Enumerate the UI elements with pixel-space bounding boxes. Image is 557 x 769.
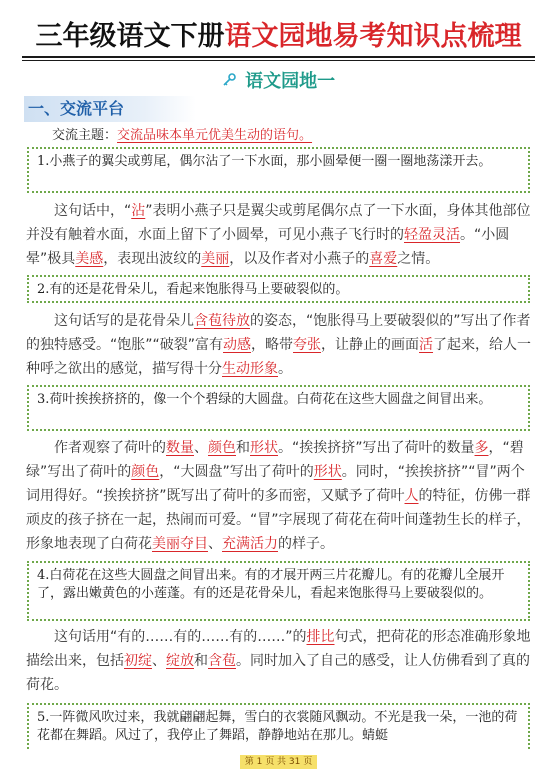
quote-box-2: 2.有的还是花骨朵儿，看起来饱胀得马上要破裂似的。 <box>27 275 530 303</box>
key-phrase: 动感 <box>223 337 252 353</box>
text-run: 和 <box>236 440 250 456</box>
quote-box-4: 4.白荷花在这些大圆盘之间冒出来。有的才展开两三片花瓣儿。有的花瓣儿全展开了，露出嫩黄色的小莲蓬。有的还是花骨朵儿，看起来饱胀得马上要破裂似的。 <box>27 561 530 621</box>
key-phrase: 夸张 <box>293 337 322 353</box>
topic-line <box>52 124 312 143</box>
text-run: 。“小圆晕”极具 <box>26 227 510 267</box>
key-phrase: 美感 <box>75 251 104 267</box>
title-divider <box>22 56 535 58</box>
key-phrase: 生动形象 <box>222 361 278 377</box>
text-run: 、 <box>194 440 208 456</box>
page-footer <box>0 749 557 769</box>
text-run: 、 <box>152 653 166 669</box>
key-phrase: 形状 <box>250 440 278 456</box>
text-run: 了起来，给人一种呼之欲出的感觉，描写得十分 <box>26 337 532 377</box>
section-subtitle <box>0 67 557 93</box>
key-phrase: 排比 <box>306 629 335 645</box>
title-red-part: 语文园地易考知识点梳理 <box>224 21 522 52</box>
key-phrase: 颜色 <box>208 440 236 456</box>
key-phrase: 含苞 <box>208 653 236 669</box>
quote-box-3: 3.荷叶挨挨挤挤的，像一个个碧绿的大圆盘。白荷花在这些大圆盘之间冒出来。 <box>27 385 530 431</box>
section-heading: 一、交流平台 <box>24 96 196 122</box>
quote-box-5: 5.一阵微风吹过来，我就翩翩起舞，雪白的衣裳随风飘动。不光是我一朵，一池的荷花都在舞蹈。风过了，我停止了舞蹈，静静地站在那儿。蜻蜓 <box>27 703 530 749</box>
analysis-paragraph-1 <box>26 199 532 271</box>
text-run: 。同时，“挨挨挤挤”“冒”两个词用得好。“挨挨挤挤”既写出了荷叶的多而密，又赋予了荷叶 <box>26 464 525 504</box>
quote-box-1: 1.小燕子的翼尖或剪尾，偶尔沾了一下水面，那小圆晕便一圈一圈地荡漾开去。 <box>27 147 530 193</box>
text-run: 、 <box>208 536 222 552</box>
text-run: ，让静止的画面 <box>321 337 420 353</box>
key-phrase: 喜爱 <box>369 251 398 267</box>
text-run: 句式，把荷花的形态准确形象地描绘出来，包括 <box>26 629 531 669</box>
text-run: ，略带 <box>251 337 294 353</box>
key-phrase: 沾 <box>131 203 146 219</box>
text-run: ，以及作者对小燕子的 <box>229 251 370 267</box>
text-run: 的特征，仿佛一群顽皮的孩子挤在一起，热闹而可爱。“冒”字展现了荷花在荷叶间蓬勃生长的样子，形象地表现了白荷花 <box>26 488 531 552</box>
key-phrase: 轻盈灵活 <box>404 227 460 243</box>
page-number: 第 1 页 共 31 页 <box>240 755 317 769</box>
text-run: ”表明小燕子只是翼尖或剪尾偶尔点了一下水面，身体其他部位并没有触着水面，水面上留下了小圆晕，可见小燕子飞行时的 <box>26 203 531 243</box>
text-run: 。“挨挨挤挤”写出了荷叶的数量 <box>278 440 475 456</box>
key-phrase: 活 <box>419 337 434 353</box>
analysis-paragraph-2 <box>26 309 532 381</box>
key-phrase: 含苞待放 <box>194 313 250 329</box>
title-black-part: 三年级语文下册 <box>35 21 225 52</box>
key-phrase: 初绽 <box>124 653 152 669</box>
text-run: ，“大圆盘”写出了荷叶的 <box>159 464 314 480</box>
key-phrase: 充满活力 <box>222 536 278 552</box>
key-phrase: 美丽夺目 <box>152 536 208 552</box>
key-phrase: 数量 <box>166 440 194 456</box>
subtitle-text: 语文园地一 <box>245 71 336 92</box>
text-run: 的样子。 <box>278 536 334 552</box>
text-run: 。 <box>278 361 292 377</box>
key-icon <box>222 73 241 91</box>
text-run: ，“碧绿”写出了荷叶的 <box>26 440 524 480</box>
text-run: 。同时加入了自己的感受，让人仿佛看到了真的荷花。 <box>26 653 530 693</box>
topic-value: 交流品味本单元优美生动的语句。 <box>117 128 313 143</box>
text-run: ，表现出波纹的 <box>103 251 202 267</box>
text-run: 这句话用“有的……有的……有的……”的 <box>54 629 307 645</box>
text-run: 这句话写的是花骨朵儿 <box>54 313 194 329</box>
text-run: 这句话中，“ <box>54 203 132 219</box>
analysis-paragraph-4 <box>26 625 532 697</box>
text-run: 之情。 <box>397 251 440 267</box>
page-title <box>0 14 557 53</box>
title-divider-thin <box>22 60 535 61</box>
key-phrase: 美丽 <box>201 251 230 267</box>
topic-label: 交流主题： <box>52 128 118 143</box>
key-phrase: 人 <box>404 488 419 504</box>
key-phrase: 形状 <box>313 464 342 480</box>
text-run: 和 <box>194 653 208 669</box>
text-run: 作者观察了荷叶的 <box>54 440 166 456</box>
key-phrase: 绽放 <box>166 653 194 669</box>
key-phrase: 多 <box>474 440 489 456</box>
key-phrase: 颜色 <box>131 464 160 480</box>
text-run: 的姿态，“饱胀得马上要破裂似的”写出了作者的独特感受。“饱胀”“破裂”富有 <box>26 313 531 353</box>
analysis-paragraph-3 <box>26 436 532 556</box>
